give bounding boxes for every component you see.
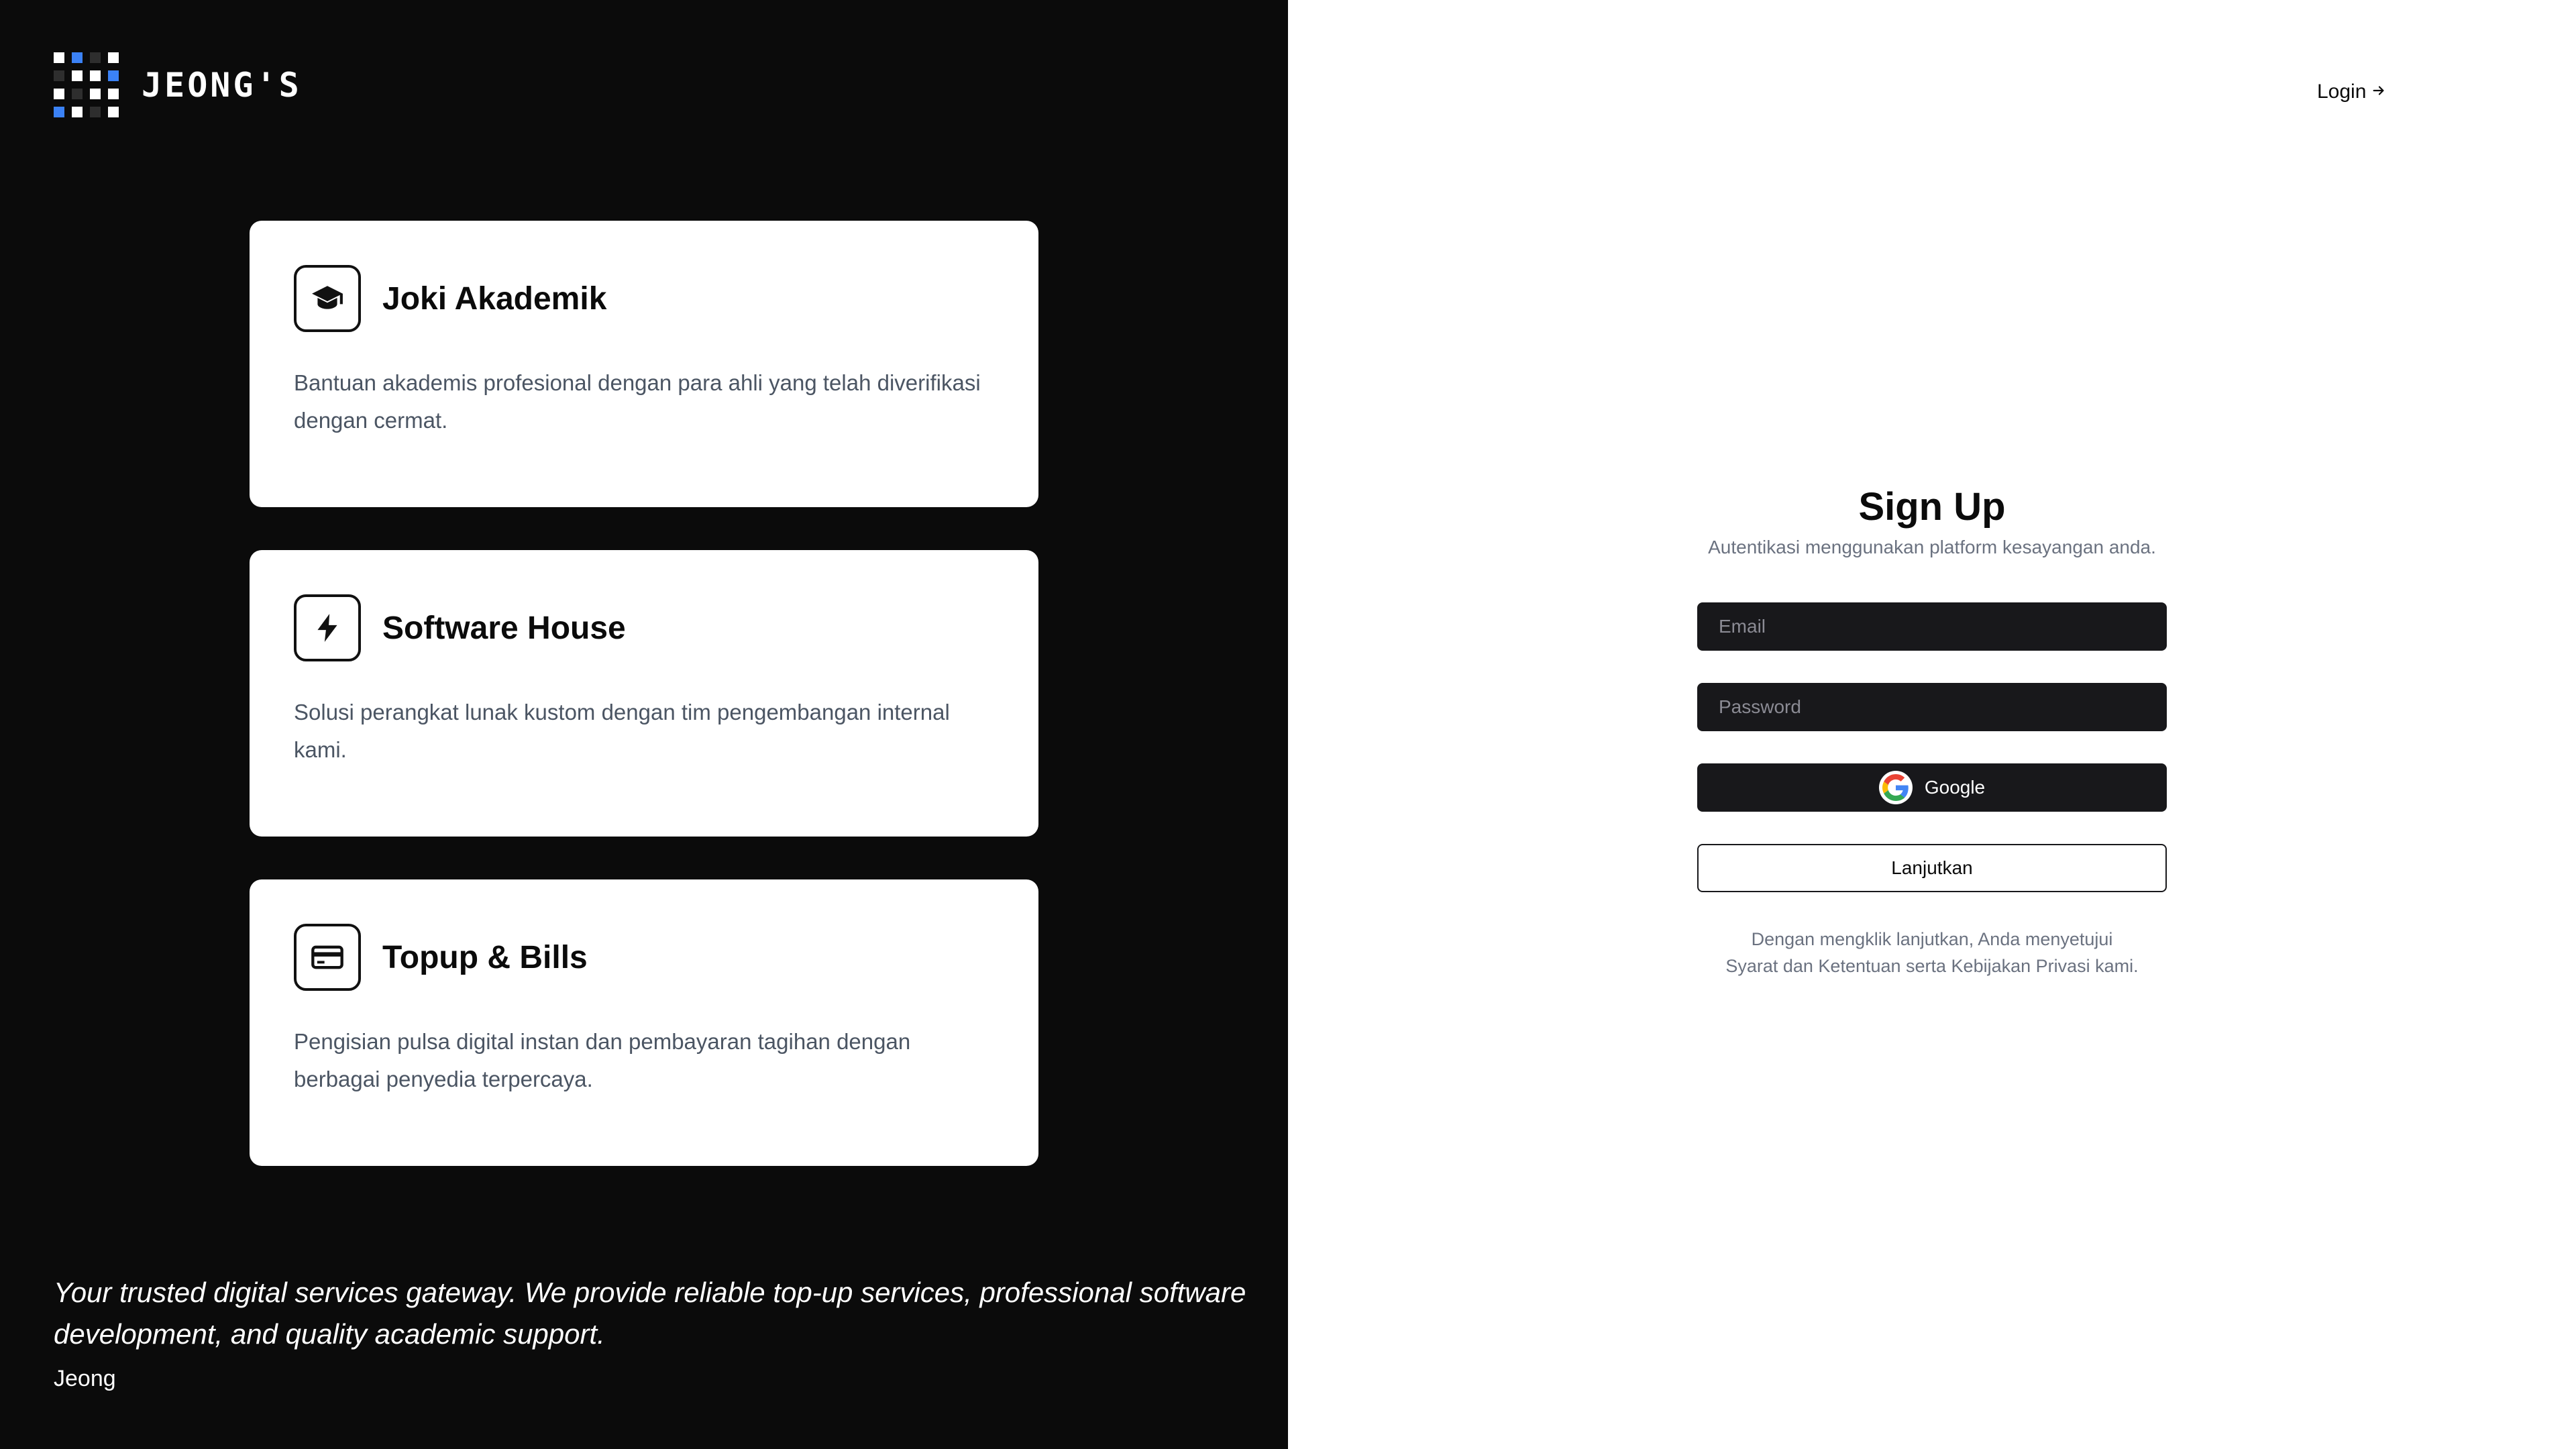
card-header <box>294 594 994 661</box>
google-logo-icon <box>1879 771 1913 804</box>
login-label: Login <box>2317 80 2367 103</box>
card-description: Solusi perangkat lunak kustom dengan tim pengembangan internal kami. <box>294 700 950 762</box>
card-title: Joki Akademik <box>382 280 607 317</box>
service-cards <box>250 221 1038 1209</box>
service-card-topup-bills <box>250 879 1038 1166</box>
password-input[interactable] <box>1697 683 2167 731</box>
google-signin-button[interactable] <box>1697 763 2167 812</box>
card-description: Bantuan akademis profesional dengan para ahli yang telah diverifikasi dengan cermat. <box>294 370 981 433</box>
brand[interactable] <box>54 52 302 117</box>
card-header <box>294 265 994 332</box>
continue-button[interactable]: Lanjutkan <box>1697 844 2167 892</box>
card-header <box>294 924 994 991</box>
card-title: Topup & Bills <box>382 939 588 975</box>
email-input[interactable] <box>1697 602 2167 651</box>
arrow-right-icon <box>2371 80 2386 103</box>
credit-card-icon <box>294 924 361 991</box>
login-link[interactable] <box>2317 80 2386 103</box>
graduation-cap-icon <box>294 265 361 332</box>
card-title: Software House <box>382 610 626 646</box>
brand-logo-icon <box>54 52 119 117</box>
brand-name: JEONG'S <box>142 65 302 105</box>
right-panel <box>1288 0 2576 1449</box>
google-button-label: Google <box>1924 777 1986 798</box>
signup-form <box>1697 480 2167 979</box>
card-description: Pengisian pulsa digital instan dan pembayaran tagihan dengan berbagai penyedia terpercaya. <box>294 1029 911 1091</box>
terms-text: Dengan mengklik lanjutkan, Anda menyetujui Syarat dan Ketentuan serta Kebijakan Privasi kami. <box>1725 929 2139 976</box>
testimonial-quote: Your trusted digital services gateway. We provide reliable top-up services, professional software development, and quality academic support. <box>54 1277 1246 1350</box>
signup-subtitle: Autentikasi menggunakan platform kesayangan anda. <box>1708 537 2156 557</box>
signup-title: Sign Up <box>1858 485 2006 529</box>
service-card-software-house <box>250 550 1038 837</box>
lightning-bolt-icon <box>294 594 361 661</box>
service-card-joki-akademik <box>250 221 1038 507</box>
testimonial-author: Jeong <box>54 1366 116 1391</box>
